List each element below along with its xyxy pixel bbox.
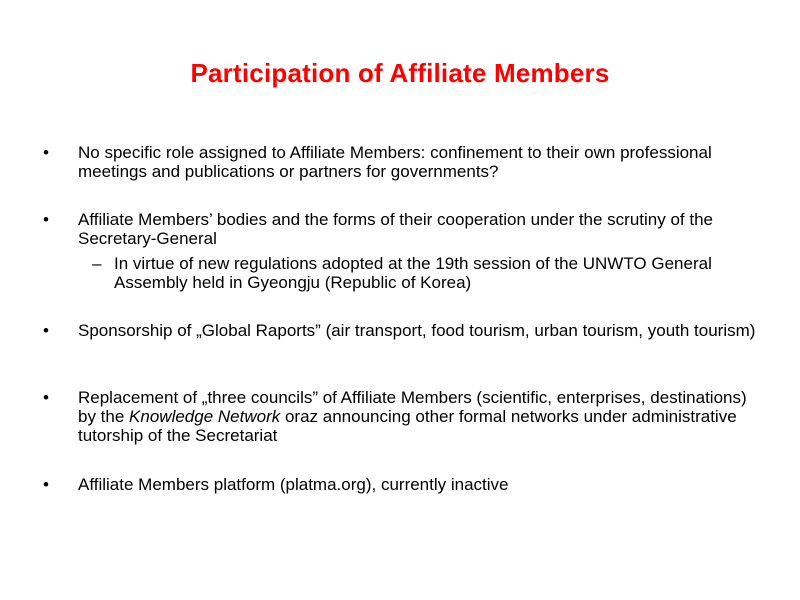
slide-title: Participation of Affiliate Members <box>190 58 610 88</box>
bullet-item: • Affiliate Members’ bodies and the forms of their cooperation under the scrutiny of the Secretary-General <box>78 210 758 248</box>
bullet-item: • Sponsorship of „Global Raports” (air transport, food tourism, urban tourism, youth tourism) <box>78 321 758 340</box>
sub-bullet-item: – In virtue of new regulations adopted at the 19th session of the UNWTO General Assembly held in Gyeongju (Republic of Korea) <box>114 254 754 292</box>
bullet-text: oraz announcing other formal networks under administrative tutorship of the Secretariat <box>78 407 737 445</box>
knowledge-network-emphasis: Knowledge Network <box>129 407 281 426</box>
bullet-item <box>78 388 758 445</box>
bullet-item: • No specific role assigned to Affiliate Members: confinement to their own professional meetings and publications or partners for governments? <box>78 143 758 181</box>
bullet-text: Replacement of „three councils” of Affiliate Members (scientific, enterprises, destinations) by the <box>78 388 747 426</box>
bullet-item: • Affiliate Members platform (platma.org), currently inactive <box>78 475 758 494</box>
